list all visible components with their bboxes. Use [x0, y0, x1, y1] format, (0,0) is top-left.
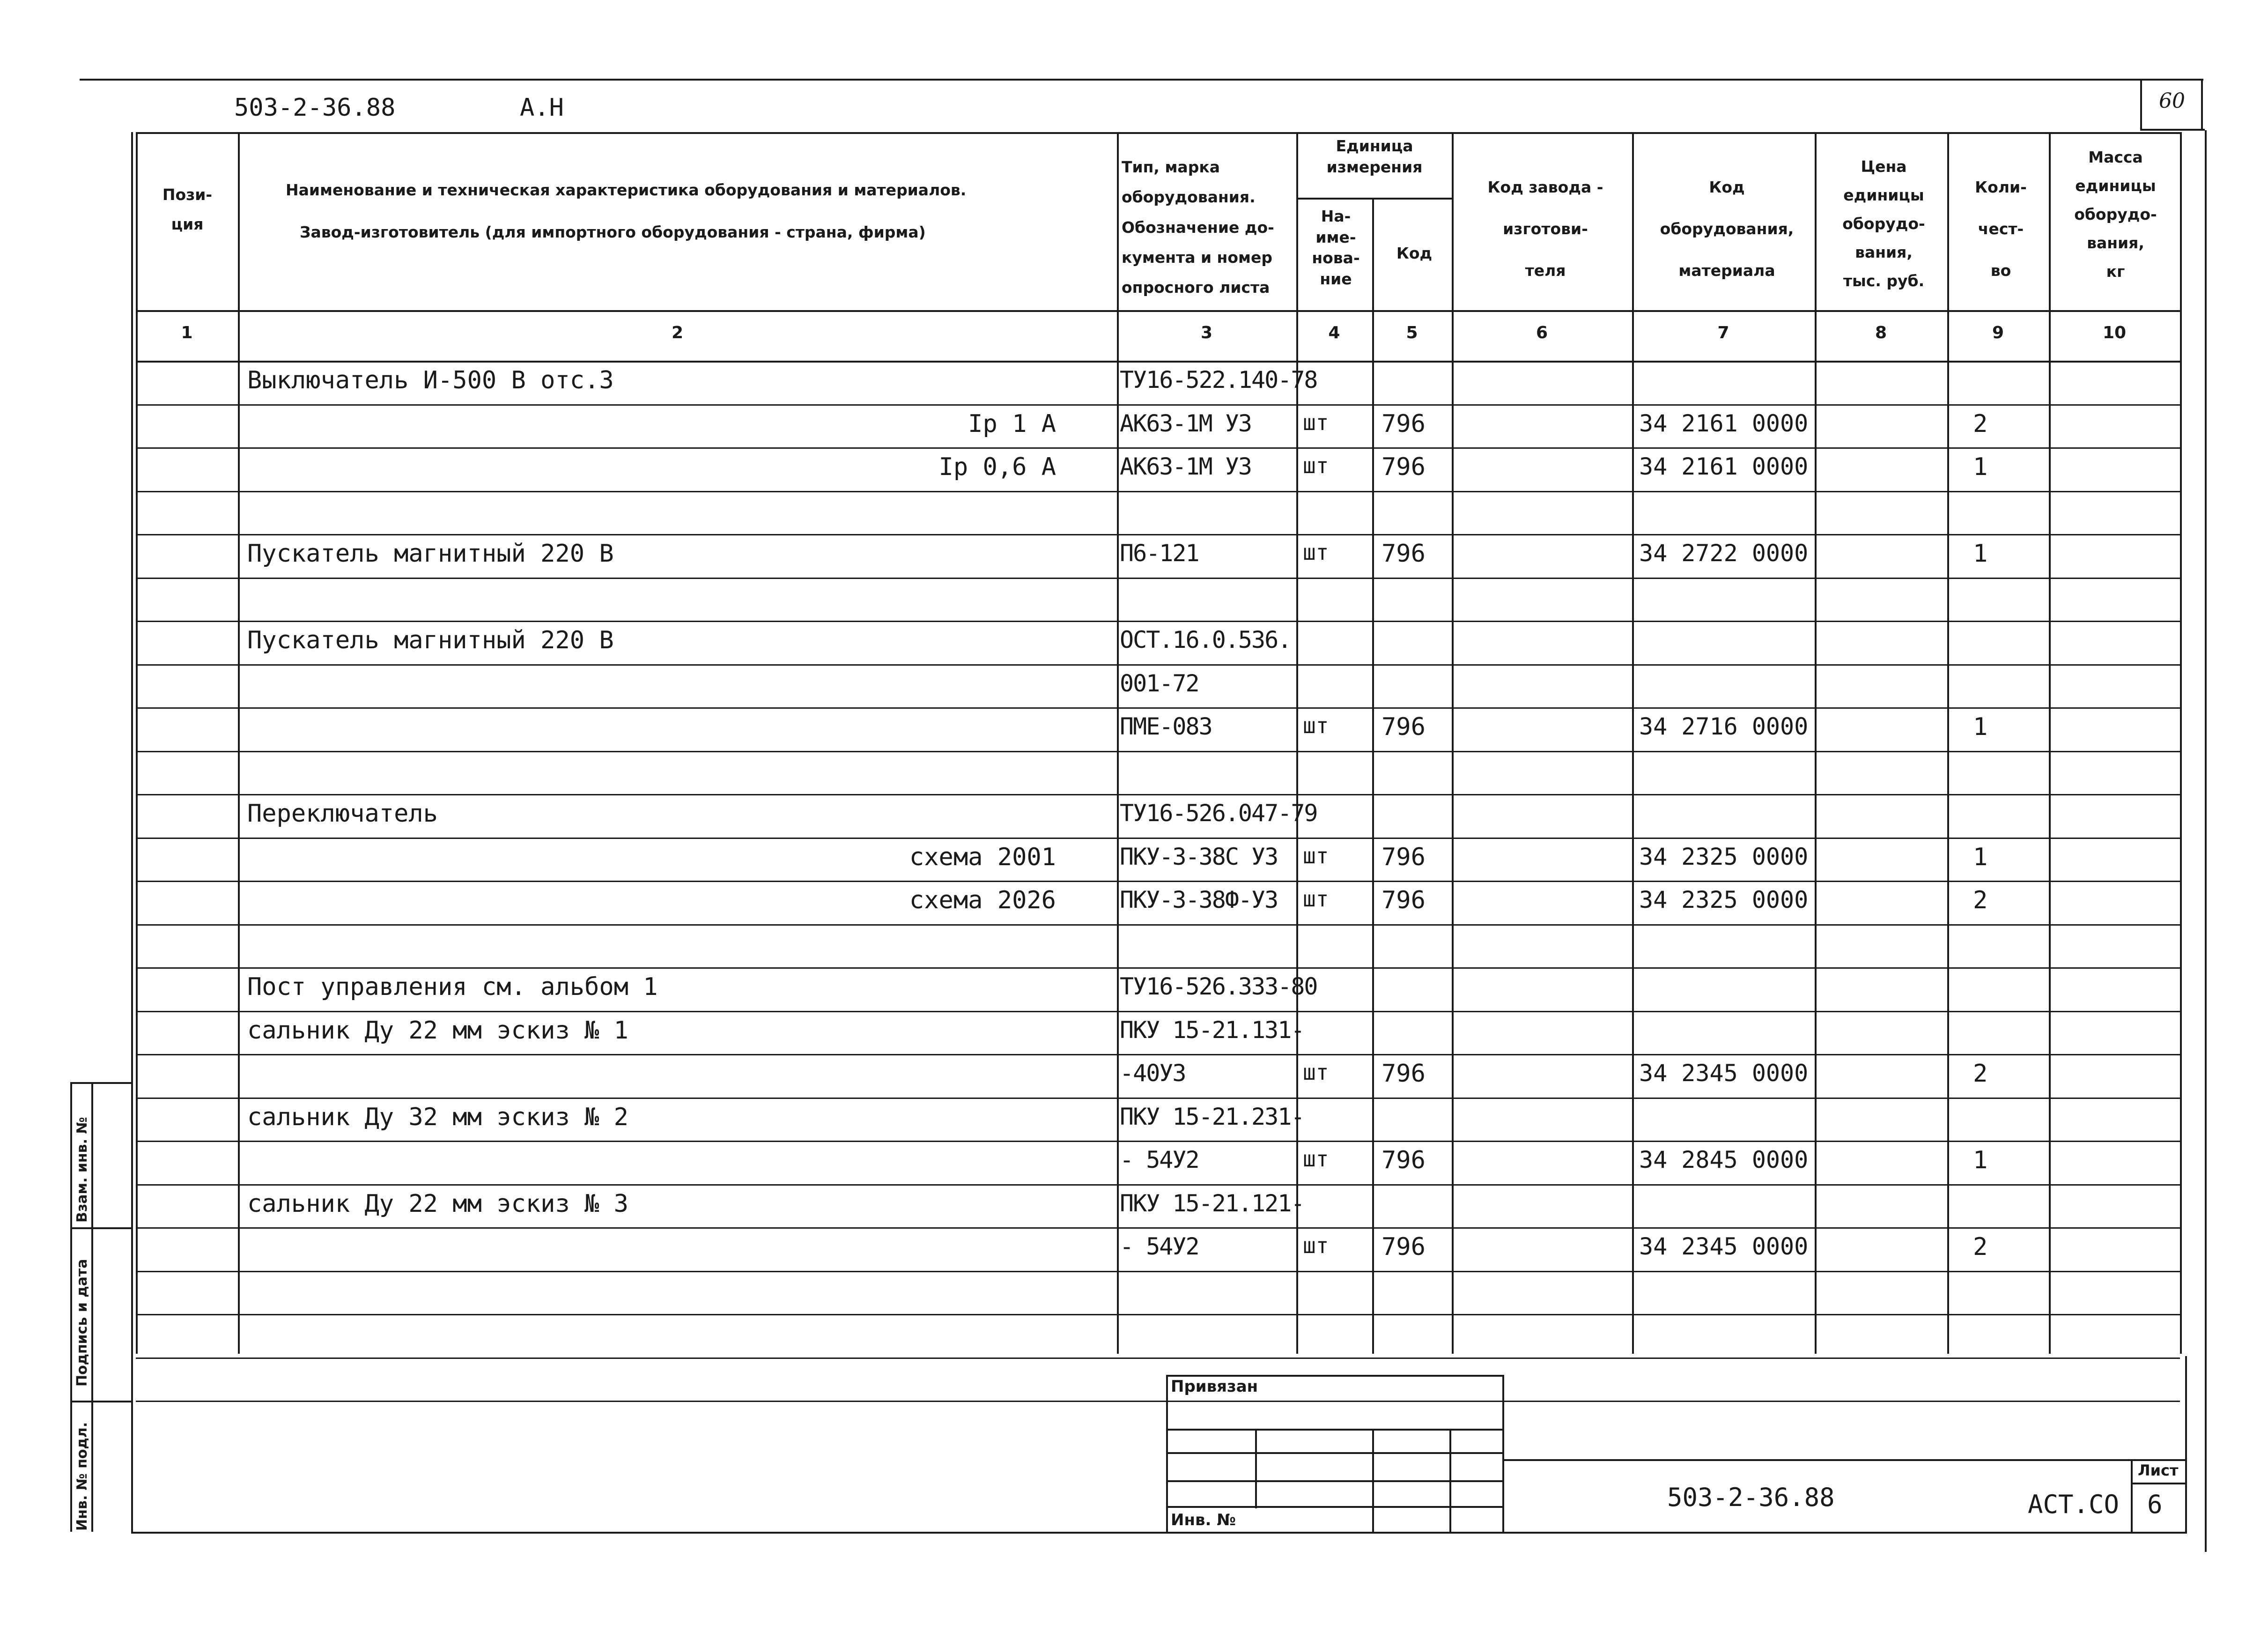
header-bottom-line	[136, 310, 2180, 312]
row-name: схема 2026	[909, 886, 1056, 914]
header-price: Цена единицы оборудо- вания, тыс. руб.	[1842, 157, 1925, 290]
header-name-line1: Наименование и техническая характеристика оборудования и материалов.	[286, 181, 967, 199]
row-line	[136, 924, 2180, 926]
footer-mark: АСТ.СО	[2028, 1490, 2120, 1519]
row-type: ПМЕ-083	[1120, 713, 1212, 740]
row-line	[136, 578, 2180, 579]
right-frame	[2201, 79, 2203, 130]
right-frame-outer	[2205, 130, 2207, 1552]
column-number: 1	[181, 323, 193, 342]
row-equipment-code: 34 2325 0000	[1639, 886, 1809, 913]
row-name: Переключатель	[247, 800, 438, 828]
row-unit: шт	[1303, 1060, 1329, 1085]
side-stamp-sep-1	[70, 1082, 131, 1084]
column-line	[1452, 132, 1454, 1354]
title-block-top	[1503, 1459, 2187, 1461]
title-block-right	[2185, 1356, 2187, 1534]
left-frame	[131, 132, 133, 1533]
header-unit-group: Единица измерения	[1326, 137, 1423, 176]
row-line	[136, 1314, 2180, 1315]
row-name: сальник Ду 32 мм эскиз № 2	[247, 1103, 628, 1131]
row-unit: шт	[1303, 713, 1329, 738]
bound-box-row3	[1166, 1480, 1503, 1482]
row-unit: шт	[1303, 410, 1329, 435]
row-quantity: 2	[1973, 410, 1988, 438]
row-type: П6-121	[1120, 540, 1199, 567]
table-top-line	[136, 132, 2180, 134]
row-unit-code: 796	[1381, 843, 1426, 871]
row-unit: шт	[1303, 1146, 1329, 1172]
sheet-number-box-bottom	[2140, 129, 2205, 131]
sheet-cell-sep	[2131, 1483, 2187, 1484]
column-number: 6	[1536, 323, 1548, 342]
column-line	[238, 132, 240, 1354]
row-unit-code: 796	[1381, 1060, 1426, 1088]
side-stamp-line-2	[91, 1082, 93, 1532]
row-equipment-code: 34 2716 0000	[1639, 713, 1809, 740]
bound-box-row4	[1166, 1506, 1503, 1508]
row-line	[136, 447, 2180, 449]
inv-label: Инв. №	[1171, 1511, 1236, 1529]
document-code-top: 503-2-36.88	[234, 94, 396, 122]
row-line	[136, 967, 2180, 969]
row-line	[136, 1141, 2180, 1142]
row-unit-code: 796	[1381, 453, 1426, 481]
row-quantity: 2	[1973, 886, 1988, 914]
row-quantity: 1	[1973, 713, 1988, 741]
row-line	[136, 1227, 2180, 1229]
row-equipment-code: 34 2722 0000	[1639, 540, 1809, 567]
row-line	[136, 1098, 2180, 1099]
bound-box-left	[1166, 1375, 1168, 1534]
row-name: Пост управления см. альбом 1	[247, 973, 658, 1001]
bound-box-col2	[1372, 1429, 1374, 1534]
row-equipment-code: 34 2161 0000	[1639, 410, 1809, 437]
column-number: 5	[1406, 323, 1418, 342]
row-line	[136, 838, 2180, 839]
column-line	[136, 132, 138, 1354]
bound-label: Привязан	[1171, 1377, 1258, 1396]
row-quantity: 1	[1973, 540, 1988, 568]
row-unit-code: 796	[1381, 886, 1426, 914]
sheet-cell-left	[2131, 1459, 2133, 1534]
row-line	[136, 1054, 2180, 1055]
row-equipment-code: 34 2325 0000	[1639, 843, 1809, 870]
footer-document-code: 503-2-36.88	[1667, 1483, 1835, 1512]
row-unit: шт	[1303, 843, 1329, 868]
side-stamp-sep-2	[70, 1227, 131, 1229]
row-unit-code: 796	[1381, 540, 1426, 568]
row-unit-code: 796	[1381, 1146, 1426, 1174]
row-line	[136, 794, 2180, 795]
row-type: -40У3	[1120, 1060, 1186, 1087]
row-equipment-code: 34 2161 0000	[1639, 453, 1809, 480]
row-quantity: 2	[1973, 1060, 1988, 1088]
side-stamp-line-1	[70, 1082, 72, 1532]
row-line	[136, 621, 2180, 622]
bound-box-row2	[1166, 1452, 1503, 1454]
sheet-label: Лист	[2138, 1461, 2179, 1479]
row-quantity: 1	[1973, 1146, 1988, 1174]
row-unit-code: 796	[1381, 1233, 1426, 1261]
bound-box-right	[1502, 1375, 1504, 1534]
column-line	[1632, 132, 1634, 1354]
bound-box-top	[1166, 1375, 1503, 1377]
row-name: сальник Ду 22 мм эскиз № 1	[247, 1016, 628, 1045]
document-code-suffix: А.Н	[520, 94, 564, 122]
header-equipment-code: Код оборудования, материала	[1660, 178, 1794, 280]
column-line	[1372, 198, 1374, 1354]
row-equipment-code: 34 2345 0000	[1639, 1233, 1809, 1260]
header-unit-code: Код	[1396, 244, 1433, 262]
row-line	[136, 1011, 2180, 1012]
row-type: ПКУ 15-21.121-	[1120, 1190, 1304, 1217]
sheet-number: 60	[2159, 89, 2185, 113]
column-number: 9	[1992, 323, 2004, 342]
header-name-line2: Завод-изготовитель (для импортного оборудования - страна, фирма)	[300, 223, 926, 241]
row-name: Iр 0,6 А	[938, 453, 1056, 481]
row-line	[136, 404, 2180, 406]
row-line	[136, 534, 2180, 535]
header-position: Пози- ция	[162, 185, 213, 233]
row-type: ТУ16-522.140-78	[1120, 366, 1317, 393]
row-line	[136, 751, 2180, 752]
bound-box-col1	[1255, 1429, 1257, 1508]
bound-box-col3	[1449, 1429, 1451, 1534]
row-quantity: 1	[1973, 453, 1988, 481]
column-number: 3	[1200, 323, 1213, 342]
column-line	[1947, 132, 1949, 1354]
side-label-sign: Подпись и дата	[74, 1259, 90, 1387]
row-equipment-code: 34 2845 0000	[1639, 1146, 1809, 1173]
row-type: ПКУ 15-21.131-	[1120, 1016, 1304, 1044]
row-type: АК63-1М У3	[1120, 410, 1252, 437]
row-line	[136, 1401, 2180, 1402]
row-type: АК63-1М У3	[1120, 453, 1252, 480]
row-type: ПКУ 15-21.231-	[1120, 1103, 1304, 1130]
row-unit: шт	[1303, 886, 1329, 912]
sheet-number-box-left	[2140, 79, 2142, 130]
row-unit-code: 796	[1381, 713, 1426, 741]
row-type: 001-72	[1120, 670, 1199, 697]
column-number: 7	[1717, 323, 1729, 342]
row-type: - 54У2	[1120, 1146, 1199, 1173]
header-mass: Масса единицы оборудо- вания, кг	[2074, 148, 2157, 281]
row-line	[136, 1271, 2180, 1272]
row-type: ПКУ-3-38С У3	[1120, 843, 1278, 870]
row-name: схема 2001	[909, 843, 1056, 871]
row-equipment-code: 34 2345 0000	[1639, 1060, 1809, 1087]
row-type: ПКУ-3-38Ф-У3	[1120, 886, 1278, 913]
row-quantity: 2	[1973, 1233, 1988, 1261]
side-label-inv: Инв. № подл.	[74, 1422, 90, 1531]
column-line	[2049, 132, 2051, 1354]
row-line	[136, 491, 2180, 492]
side-stamp-sep-3	[70, 1401, 131, 1402]
row-name: Выключатель И-500 В отс.3	[247, 366, 614, 394]
header-type: Тип, марка оборудования. Обозначение до- кумента и номер опросного листа	[1122, 158, 1274, 297]
column-line	[1296, 132, 1298, 1354]
row-unit: шт	[1303, 453, 1329, 478]
unit-group-sep	[1296, 198, 1452, 200]
column-number: 8	[1875, 323, 1887, 342]
row-line	[136, 1358, 2180, 1359]
bound-box-row1	[1166, 1429, 1503, 1431]
row-line	[136, 664, 2180, 666]
row-type: ТУ16-526.047-79	[1120, 800, 1317, 827]
bottom-frame-line	[131, 1532, 2187, 1534]
row-unit-code: 796	[1381, 410, 1426, 438]
row-unit: шт	[1303, 540, 1329, 565]
row-type: ОСТ.16.0.536.	[1120, 626, 1291, 653]
row-name: Пускатель магнитный 220 В	[247, 540, 614, 568]
header-unit-name: На- име- нова- ние	[1312, 207, 1360, 288]
row-line	[136, 1184, 2180, 1186]
column-line	[1117, 132, 1119, 1354]
row-line	[136, 881, 2180, 882]
column-number: 4	[1328, 323, 1340, 342]
side-label-vzam: Взам. инв. №	[74, 1117, 90, 1223]
column-line	[1815, 132, 1817, 1354]
column-line	[2180, 132, 2182, 1354]
sheet-no: 6	[2147, 1490, 2163, 1519]
row-name: Iр 1 А	[968, 410, 1056, 438]
column-number-bottom	[136, 361, 2180, 363]
row-type: - 54У2	[1120, 1233, 1199, 1260]
column-number: 10	[2102, 323, 2127, 342]
column-number: 2	[671, 323, 684, 342]
row-quantity: 1	[1973, 843, 1988, 871]
row-line	[136, 707, 2180, 709]
row-name: Пускатель магнитный 220 В	[247, 626, 614, 654]
row-name: сальник Ду 22 мм эскиз № 3	[247, 1190, 628, 1218]
top-rule	[80, 79, 2203, 81]
row-type: ТУ16-526.333-80	[1120, 973, 1317, 1000]
header-plant-code: Код завода - изготови- теля	[1487, 178, 1603, 280]
header-quantity: Коли- чест- во	[1975, 178, 2027, 280]
row-unit: шт	[1303, 1233, 1329, 1258]
